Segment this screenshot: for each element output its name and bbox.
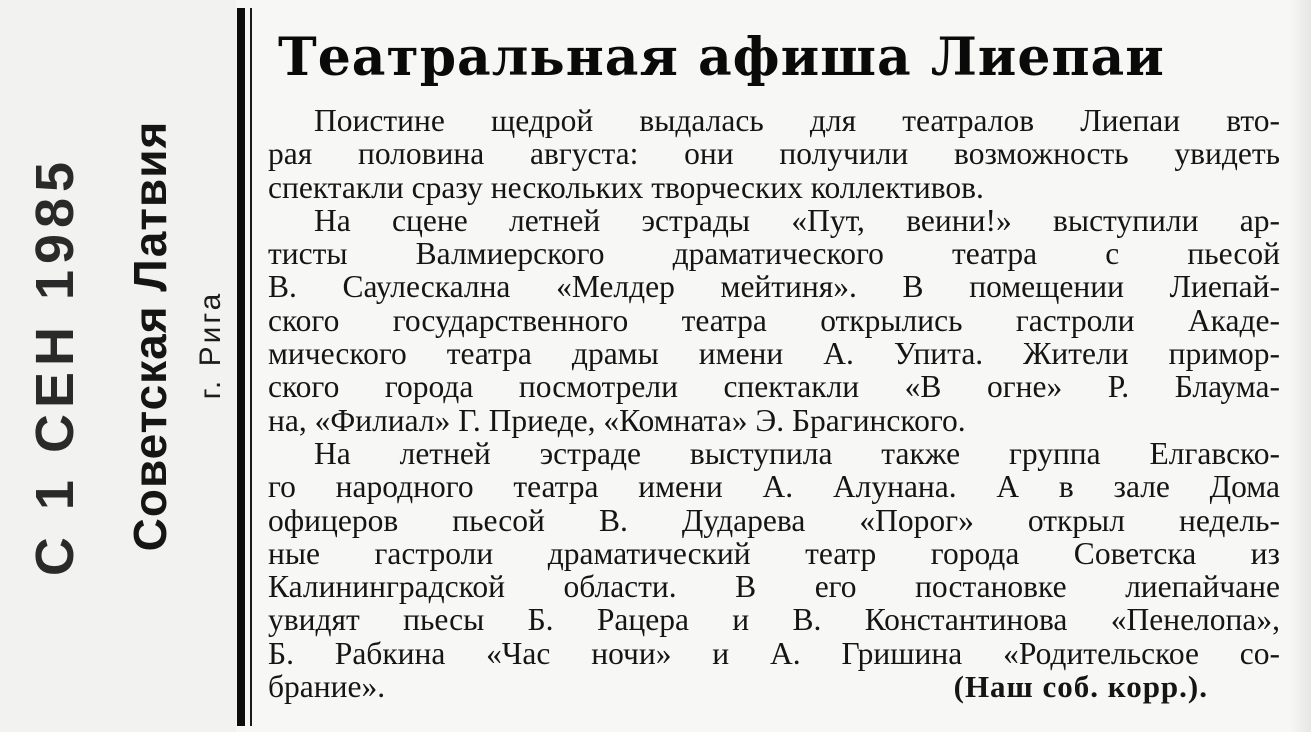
column-rule-thick [237,8,245,726]
stamp-newspaper-name: Советская Латвия [124,120,176,552]
text-line: Б. Рабкина «Час ночи» и А. Гришина «Родительское со- [268,635,1280,671]
text-line: на, «Филиал» Г. Приеде, «Комната» Э. Брагинского. [268,402,966,438]
article-byline: (Наш соб. корр.). [953,669,1208,705]
text-line: ского государственного театра открылись гастроли Акаде- [268,302,1280,338]
text-line: Калининградской области. В его постановке лиепайчане [268,569,1280,605]
stamp-city: г. Рига [194,290,227,400]
text-line: тисты Валмиерского драматического театра с пьесой [268,236,1280,272]
text-line: На сцене летней эстрады «Пут, веини!» выступили ар- [314,202,1280,238]
article-paragraph-3 [268,437,1280,703]
text-line: увидят пьесы Б. Рацера и В. Константинова «Пенелопа», [268,602,1280,638]
article-headline: Театральная афиша Лиепаи [278,27,1165,88]
text-line: офицеров пьесой В. Дударева «Порог» открыл недель- [268,502,1280,538]
article [268,24,1280,703]
archive-stamp-margin [0,0,236,732]
text-line: брание». [268,669,386,705]
text-line: ского города посмотрели спектакли «В огне» Р. Блаума- [268,369,1280,405]
closing-line [268,670,1280,703]
text-line: рая половина августа: они получили возможность увидеть [268,136,1280,172]
text-line: ные гастроли драматический театр города Советска из [268,535,1280,571]
text-line: В. Саулескална «Мелдер мейтиня». В помещении Лиепай- [268,269,1280,305]
article-paragraph-1 [268,104,1280,204]
article-paragraph-2 [268,204,1280,437]
text-line: Поистине щедрой выдалась для театралов Лиепаи вто- [314,103,1280,138]
text-line: го народного театра имени А. Алунана. А в зале Дома [268,469,1280,505]
stamp-date: С 1 СЕН 1985 [25,155,85,577]
text-line: На летней эстраде выступила также группа Елгавско- [314,435,1280,471]
paper-edge [1289,0,1311,732]
text-line: спектакли сразу нескольких творческих коллективов. [268,169,984,205]
column-rule-thin [250,8,252,726]
text-line: мического театра драмы имени А. Упита. Жители примор- [268,336,1280,372]
